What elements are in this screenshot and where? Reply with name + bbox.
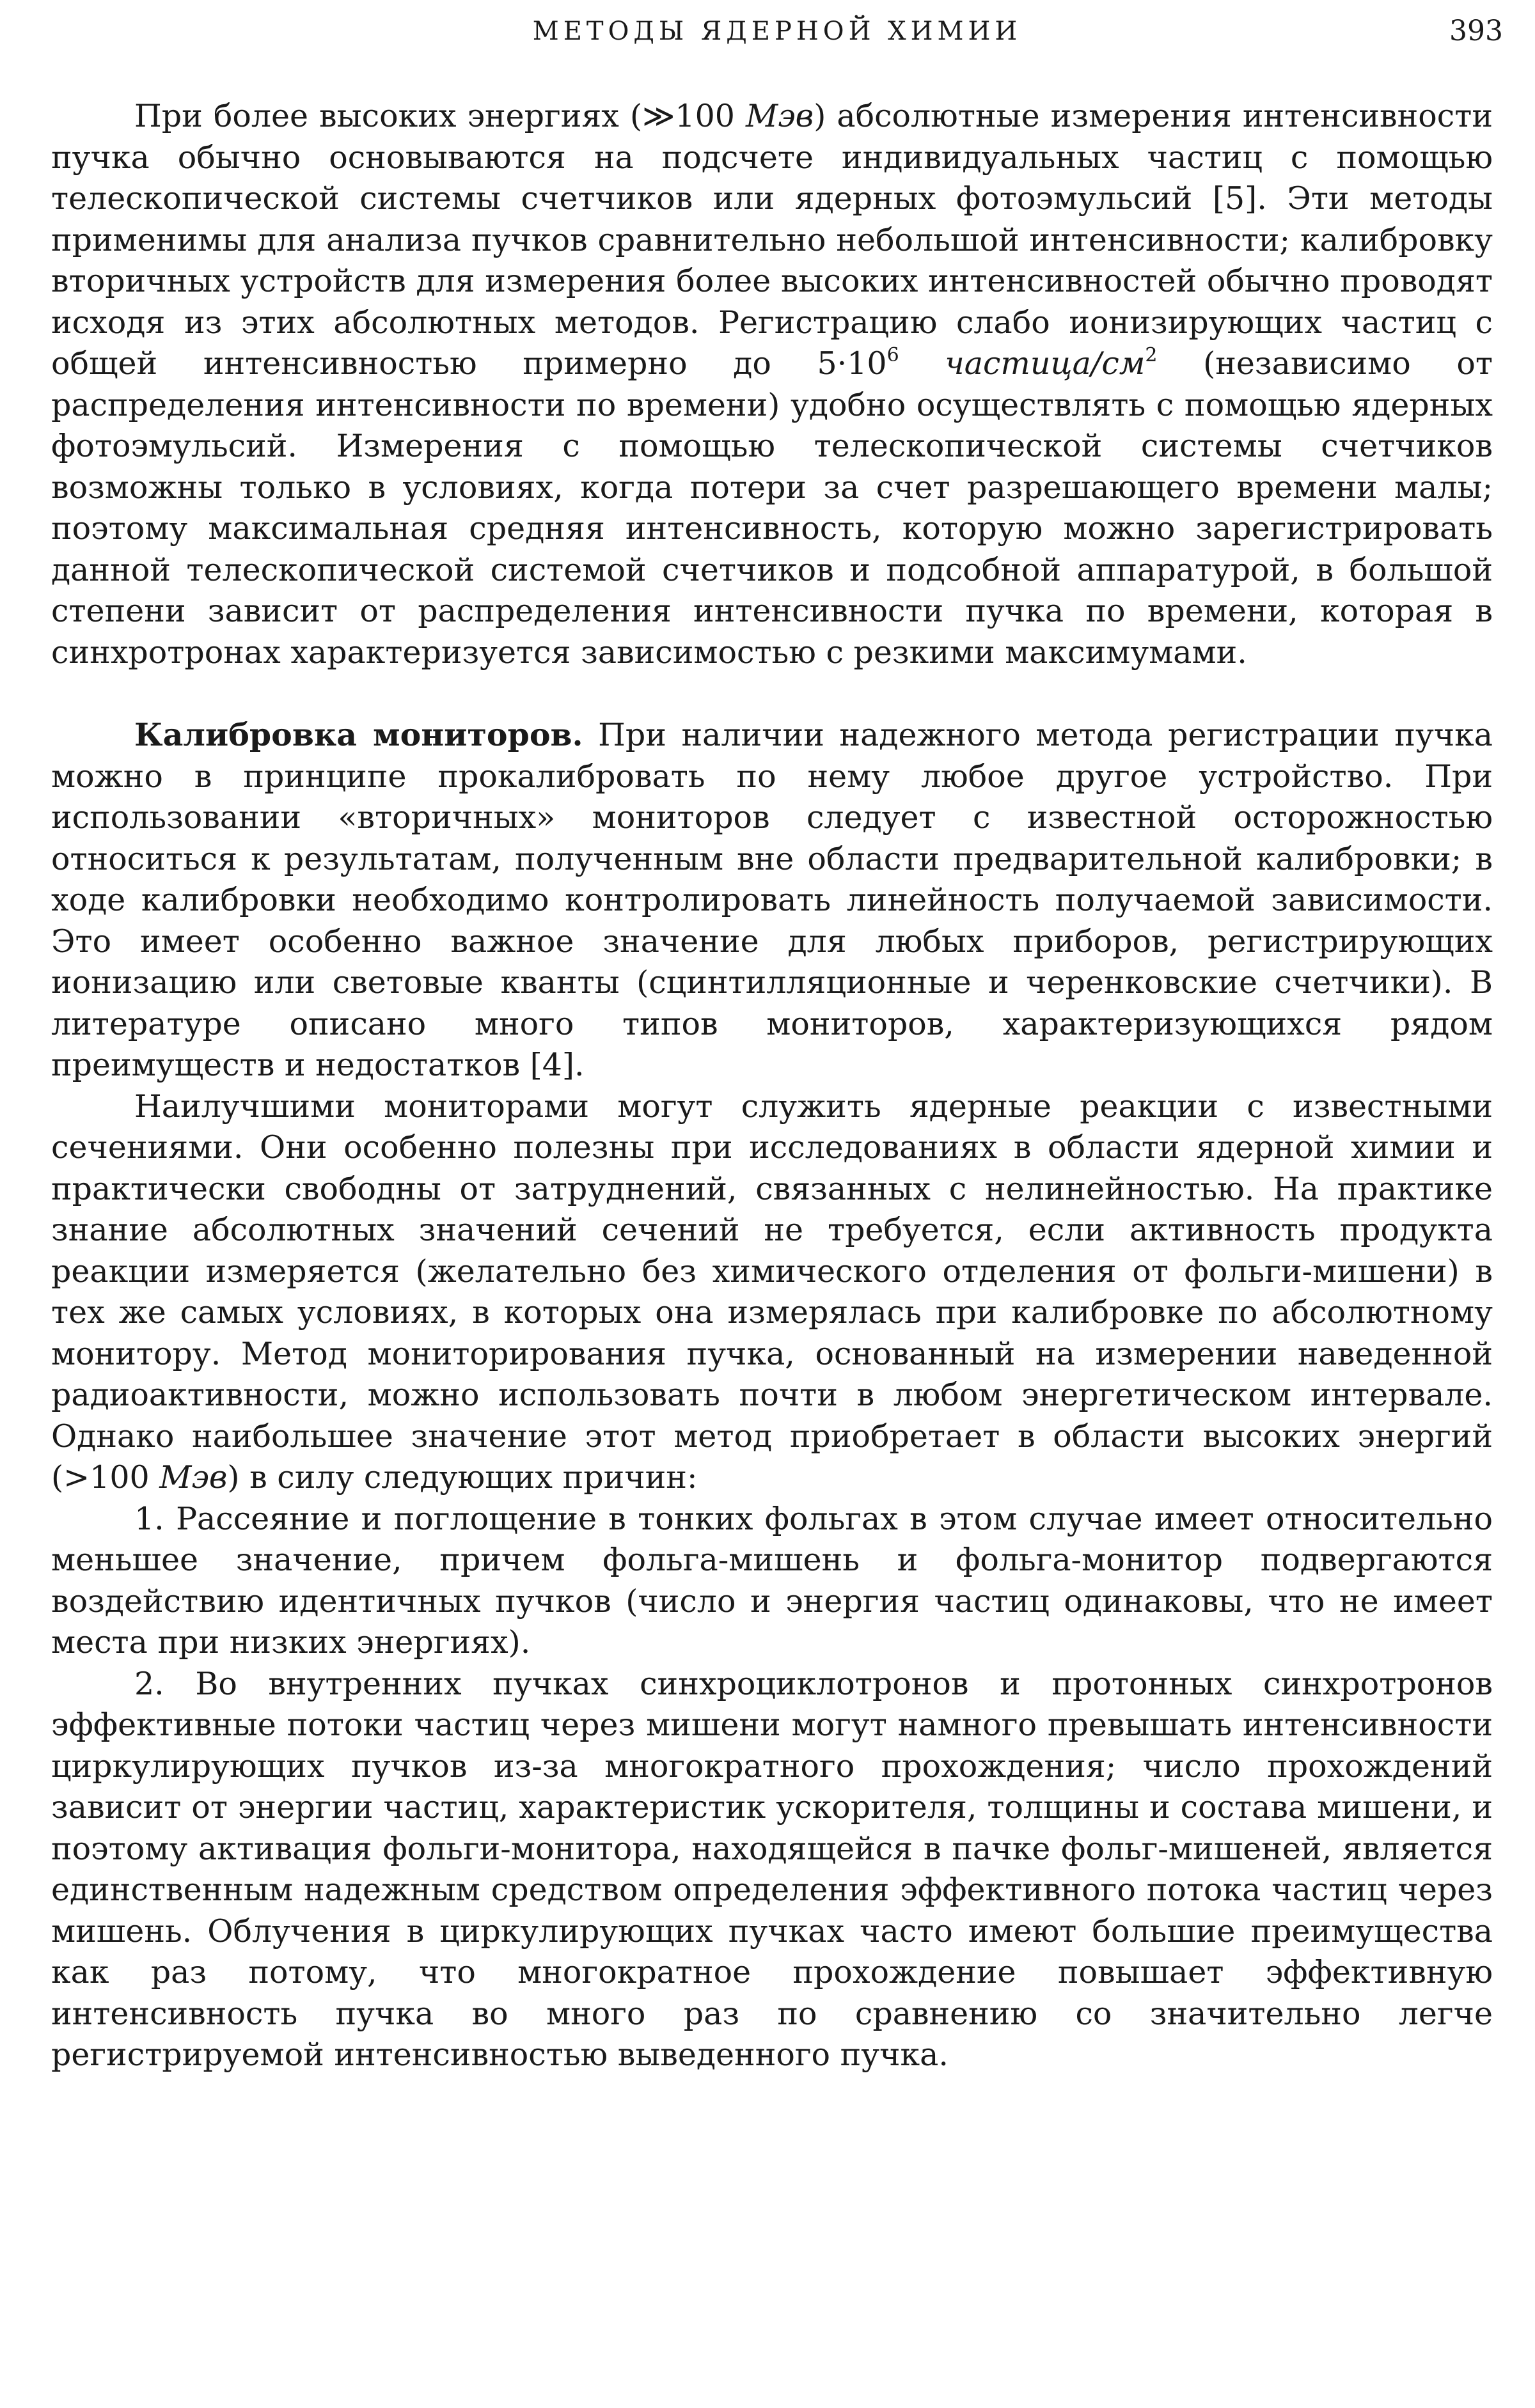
text-run: ) абсолютные измерения интенсивности пучка обычно основываются на подсчете индивидуальных частиц с помощью телескопической системы счетчиков или ядерных фотоэмульсий [5]. Эти методы применимы для анализа пучков сравнительно небольшой интенсивности; калибровку вторичных устройств для измерения более высоких интенсивностей обычно проводят исходя из этих абсолютных методов. Регистрацию слабо ионизирующих частиц с общей интенсивностью примерно до 5·10 [51,98,1493,382]
running-header [51,9,1503,54]
text-run: Наилучшими мониторами могут служить ядерные реакции с известными сечениями. Они особенно полезны при исследованиях в области ядерной химии и практически свободны от затруднений, связанных с нелинейностью. На практике знание абсолютных значений сечений не требуется, если активность продукта реакции измеряется (желательно без химического отделения от фольги-мишени) в тех же самых условиях, в которых она измерялась при калибровке по абсолютному монитору. Метод мониторирования пучка, основанный на измерении наведенной радиоактивности, можно использовать почти в любом энергетическом интервале. Однако наибольшее значение этот метод приобретает в области высоких энергий (>100 [51,1088,1493,1496]
text-run: ) в силу следующих причин: [227,1459,698,1496]
superscript: 2 [1145,344,1158,366]
paragraph-absolute-measurements [51,96,1493,673]
paragraph-nuclear-reactions [51,1086,1493,1499]
superscript: 6 [886,344,899,366]
section-title: Калибровка мониторов. [134,716,583,753]
page-number: 393 [1449,15,1503,47]
text-run: При наличии надежного метода регистрации пучка можно в принципе прокалибровать по нему любое другое устройство. При использовании «вторичных» мониторов следует с известной осторожностью относиться к результатам, полученным вне области предварительной калибровки; в ходе калибровки необходимо контролировать линейность получаемой зависимости. Это имеет особенно важное значение для любых приборов, регистрирующих ионизацию или световые кванты (сцинтилляционные и черенковские счетчики). В литературе описано много типов мониторов, характеризующихся рядом преимуществ и недостатков [4]. [51,717,1493,1083]
running-title: МЕТОДЫ ЯДЕРНОЙ ХИМИИ [532,17,1022,46]
paragraph-monitor-calibration [51,714,1493,1086]
list-item-2: 2. Во внутренних пучках синхроциклотронов и протонных синхротронов эффективные потоки частиц через мишени могут намного превышать интенсивности циркулирующих пучков из-за многократного прохождения; число прохождений зависит от энергии частиц, характеристик ускорителя, толщины и состава мишени, и поэтому активация фольги-монитора, находящейся в пачке фольг-мишеней, является единственным надежным средством определения эффективного потока частиц через мишень. Облучения в циркулирующих пучках часто имеют большие преимущества как раз потому, что многократное прохождение повышает эффективную интенсивность пучка во много раз по сравнению со значительно легче регистрируемой интенсивностью выведенного пучка. [51,1665,1493,2073]
body-text [51,96,1493,2076]
unit-text: частица/см [945,345,1145,382]
text-run: При более высоких энергиях (≫100 [134,98,746,134]
unit-text: Мэв [746,98,814,134]
text-run: (независимо от распределения интенсивности по времени) удобно осуществлять с помощью ядерных фотоэмульсий. Измерения с помощью телескопической системы счетчиков возможны только в условиях, когда потери за счет разрешающего времени малы; поэтому максимальная средняя интенсивность, которую можно зарегистрировать данной телескопической системой счетчиков и подсобной аппаратурой, в большой степени зависит от распределения интенсивности пучка по времени, которая в синхротронах характеризуется зависимостью с резкими максимумами. [51,345,1493,671]
unit-text: Мэв [159,1459,228,1496]
list-item-1: 1. Рассеяние и поглощение в тонких фольгах в этом случае имеет относительно меньшее значение, причем фольга-мишень и фольга-монитор подвергаются воздействию идентичных пучков (число и энергия частиц одинаковы, что не имеет места при низких энергиях). [51,1500,1493,1661]
